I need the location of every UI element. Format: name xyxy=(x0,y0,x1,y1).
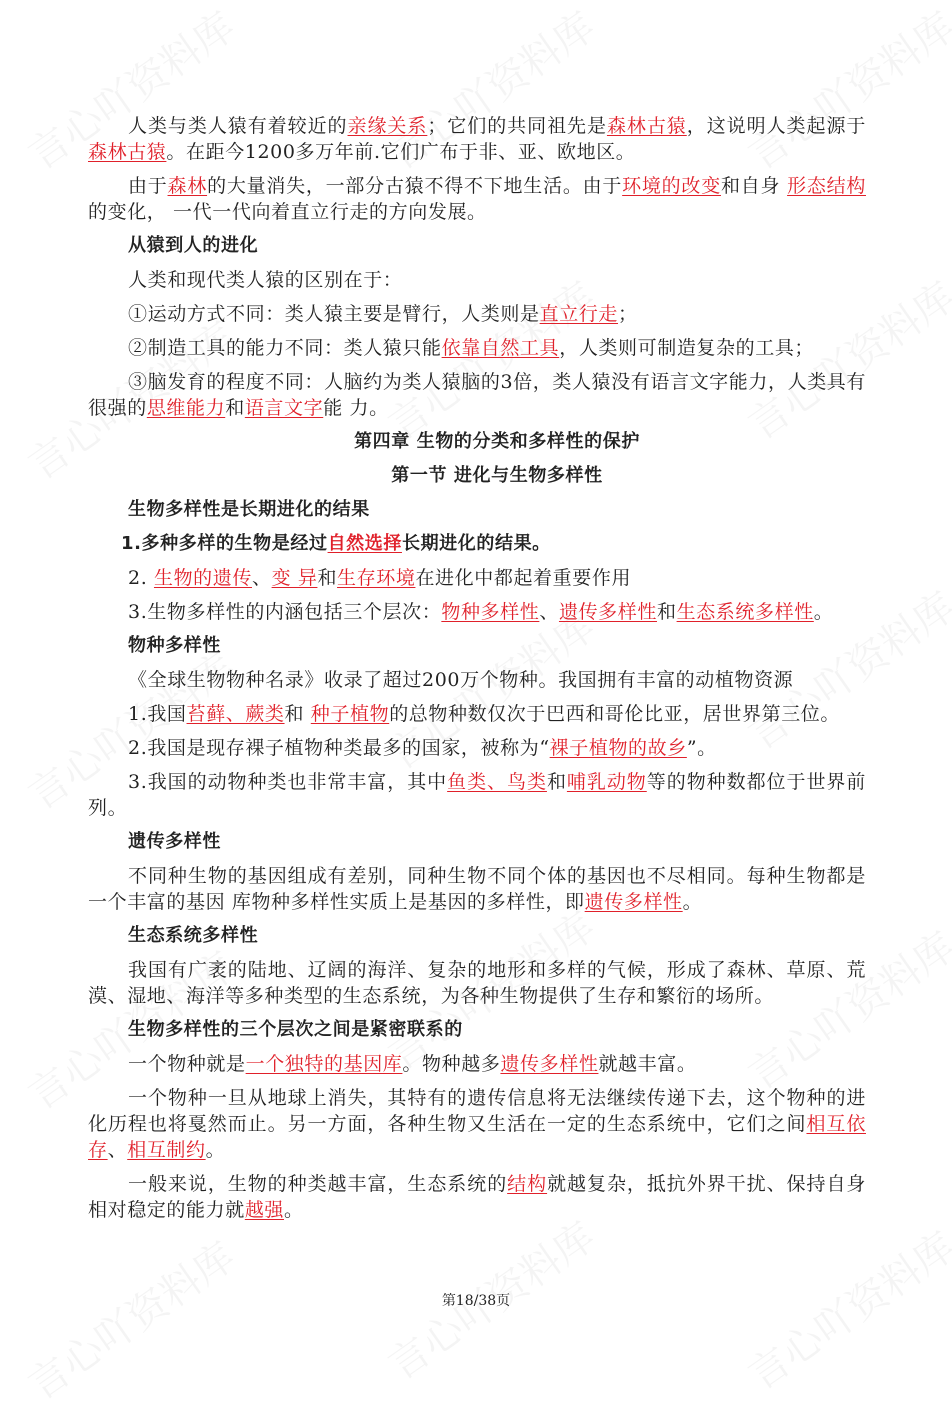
text-run: 从猿到人的进化 xyxy=(128,235,259,256)
text-run: 。在距今1200多万年前.它们广布于非、亚、欧地区。 xyxy=(166,141,636,163)
body-paragraph xyxy=(88,113,866,165)
text-run: 。 xyxy=(205,1139,226,1161)
text-run: 、 xyxy=(251,567,272,589)
text-run: ”。 xyxy=(686,737,717,759)
body-paragraph xyxy=(88,863,866,915)
text-run: 和 xyxy=(317,567,338,589)
key-term: 遗传多样性 xyxy=(584,891,683,913)
text-run: 和 xyxy=(225,397,245,419)
text-run: 。 xyxy=(813,601,834,623)
key-term: 森林 xyxy=(167,175,208,197)
key-term: 哺乳动物 xyxy=(566,771,647,793)
key-term: 依靠自然工具 xyxy=(441,337,560,359)
key-term: 遗传多样性 xyxy=(500,1053,599,1075)
text-run: 等的物种数都位于世界前列。 xyxy=(88,771,866,819)
text-run: ③脑发育的程度不同：人脑约为类人猿脑的3倍，类人猿没有语言文字能力，人类具有很强的 xyxy=(88,371,866,419)
section-heading xyxy=(88,829,866,855)
key-term: 遗传多样性 xyxy=(558,601,657,623)
body-paragraph xyxy=(88,267,866,293)
text-run: 和 xyxy=(284,703,311,725)
body-paragraph xyxy=(88,173,866,225)
body-paragraph xyxy=(88,335,866,361)
text-run: 1.多种多样的生物是经过 xyxy=(121,533,328,554)
text-run: 生物多样性是长期进化的结果 xyxy=(128,499,370,520)
text-run: 能 力。 xyxy=(323,397,389,419)
text-run: 一个物种一旦从地球上消失，其特有的遗传信息将无法继续传递下去，这个物种的进化历程也将戛然而止。另一方面，各种生物又生活在一定的生态系统中，它们之间 xyxy=(88,1087,866,1135)
key-term: 森林古猿 xyxy=(88,141,167,163)
text-run: 在进化中都起着重要作用 xyxy=(415,567,632,589)
text-run: 物种多样性 xyxy=(128,635,221,656)
text-run: ，这说明人类起源于 xyxy=(686,115,867,137)
text-run: 3.我国的动物种类也非常丰富，其中 xyxy=(128,771,448,793)
key-term: 直立行走 xyxy=(539,303,619,325)
section-heading xyxy=(88,633,866,659)
section-heading xyxy=(88,233,866,259)
key-term: 物种多样性 xyxy=(441,601,540,623)
text-run: 生态系统多样性 xyxy=(128,925,259,946)
text-run: 由于 xyxy=(128,175,168,197)
text-run: 和 xyxy=(546,771,567,793)
text-run: 和自身 xyxy=(720,175,788,197)
page-number: 第18/38页 xyxy=(441,1293,511,1309)
key-term: 自然选择 xyxy=(327,533,402,554)
text-run: ②制造工具的能力不同：类人猿只能 xyxy=(128,337,442,359)
key-term: 结构 xyxy=(507,1173,548,1195)
key-term: 一个独特的基因库 xyxy=(245,1053,403,1075)
key-term: 环境的改变 xyxy=(622,175,721,197)
body-paragraph xyxy=(88,1051,866,1077)
key-term: 种子植物 xyxy=(310,703,390,725)
text-run: 就越复杂，抵抗外界干扰、保持自身相对稳定的能力就 xyxy=(88,1173,867,1221)
text-run: 人类和现代类人猿的区别在于： xyxy=(128,269,403,291)
section-heading xyxy=(88,1017,866,1043)
text-run: 。 xyxy=(682,891,703,913)
text-run: 和 xyxy=(656,601,677,623)
text-run: 我国有广袤的陆地、辽阔的海洋、复杂的地形和多样的气候，形成了森林、草原、荒漠、湿地、海洋等多种类型的生态系统，为各种生物提供了生存和繁衍的场所。 xyxy=(88,959,866,1007)
watermark-text xyxy=(15,1226,244,1410)
body-paragraph xyxy=(88,701,866,727)
text-run: 、 xyxy=(107,1139,128,1161)
key-term: 越强 xyxy=(244,1199,285,1221)
text-run: 不同种生物的基因组成有差别，同种生物不同个体的基因也不尽相同。每种生物都是一个丰富的基因 库物种多样性实质上是基因的多样性，即 xyxy=(88,865,866,913)
text-run: ①运动方式不同：类人猿主要是臂行，人类则是 xyxy=(128,303,540,325)
body-paragraph xyxy=(88,1171,866,1223)
key-term: 亲缘关系 xyxy=(347,115,428,137)
key-term: 森林古猿 xyxy=(606,115,687,137)
section-heading xyxy=(88,923,866,949)
body-paragraph xyxy=(88,769,866,821)
body-paragraph xyxy=(88,599,866,625)
body-paragraph xyxy=(88,1085,866,1163)
text-run: 生物多样性的三个层次之间是紧密联系的 xyxy=(128,1019,463,1040)
key-term: 语言文字 xyxy=(244,397,324,419)
key-term: 裸子植物的故乡 xyxy=(549,737,687,759)
text-run: 就越丰富。 xyxy=(598,1053,697,1075)
text-run: 《全球生物物种名录》收录了超过200万个物种。我国拥有丰富的动植物资源 xyxy=(128,669,794,691)
text-run: ，人类则可制造复杂的工具； xyxy=(559,337,815,359)
body-paragraph xyxy=(88,565,866,591)
text-run: 2. xyxy=(128,567,154,589)
body-paragraph xyxy=(88,957,866,1009)
text-run: 第四章 生物的分类和多样性的保护 xyxy=(354,431,640,452)
key-term: 苔藓、蕨类 xyxy=(186,703,285,725)
text-run: 3.生物多样性的内涵包括三个层次： xyxy=(128,601,442,623)
chapter-title xyxy=(88,429,866,455)
body-paragraph xyxy=(88,301,866,327)
key-term: 相互制约 xyxy=(127,1139,206,1161)
section-heading xyxy=(88,497,866,523)
key-term: 生态系统多样性 xyxy=(676,601,814,623)
text-run: 一个物种就是 xyxy=(128,1053,246,1075)
text-run: 1.我国 xyxy=(128,703,187,725)
text-run: 人类与类人猿有着较近的 xyxy=(128,115,348,137)
numbered-point xyxy=(88,531,866,557)
text-run: 的总物种数仅次于巴西和哥伦比亚，居世界第三位。 xyxy=(389,703,841,725)
key-term: 相互依存 xyxy=(88,1113,866,1161)
body-paragraph xyxy=(88,667,866,693)
key-term: 生物的遗传 xyxy=(153,567,252,589)
body-paragraph xyxy=(88,369,866,421)
text-run: 长期进化的结果。 xyxy=(401,533,551,554)
key-term: 形态结构 xyxy=(787,175,866,197)
text-run: 遗传多样性 xyxy=(128,831,221,852)
text-run: ； xyxy=(618,303,638,325)
text-run: 的大量消失，一部分古猿不得不下地生活。由于 xyxy=(207,175,623,197)
text-run: 的变化， 一代一代向着直立行走的方向发展。 xyxy=(88,201,487,223)
key-term: 鱼类、鸟类 xyxy=(447,771,547,793)
key-term: 思维能力 xyxy=(146,397,226,419)
chapter-title xyxy=(88,463,866,489)
text-run: 一般来说，生物的种类越丰富，生态系统的 xyxy=(128,1173,508,1195)
body-paragraph xyxy=(88,735,866,761)
key-term: 生存环境 xyxy=(337,567,416,589)
document-body xyxy=(88,113,866,1231)
text-run: 。物种越多 xyxy=(402,1053,501,1075)
text-run: 、 xyxy=(539,601,559,623)
key-term: 变 异 xyxy=(271,567,318,589)
text-run: 2.我国是现存裸子植物种类最多的国家，被称为“ xyxy=(128,737,550,759)
text-run: 第一节 进化与生物多样性 xyxy=(391,465,603,486)
text-run: 。 xyxy=(284,1199,304,1221)
text-run: ；它们的共同祖先是 xyxy=(427,115,607,137)
